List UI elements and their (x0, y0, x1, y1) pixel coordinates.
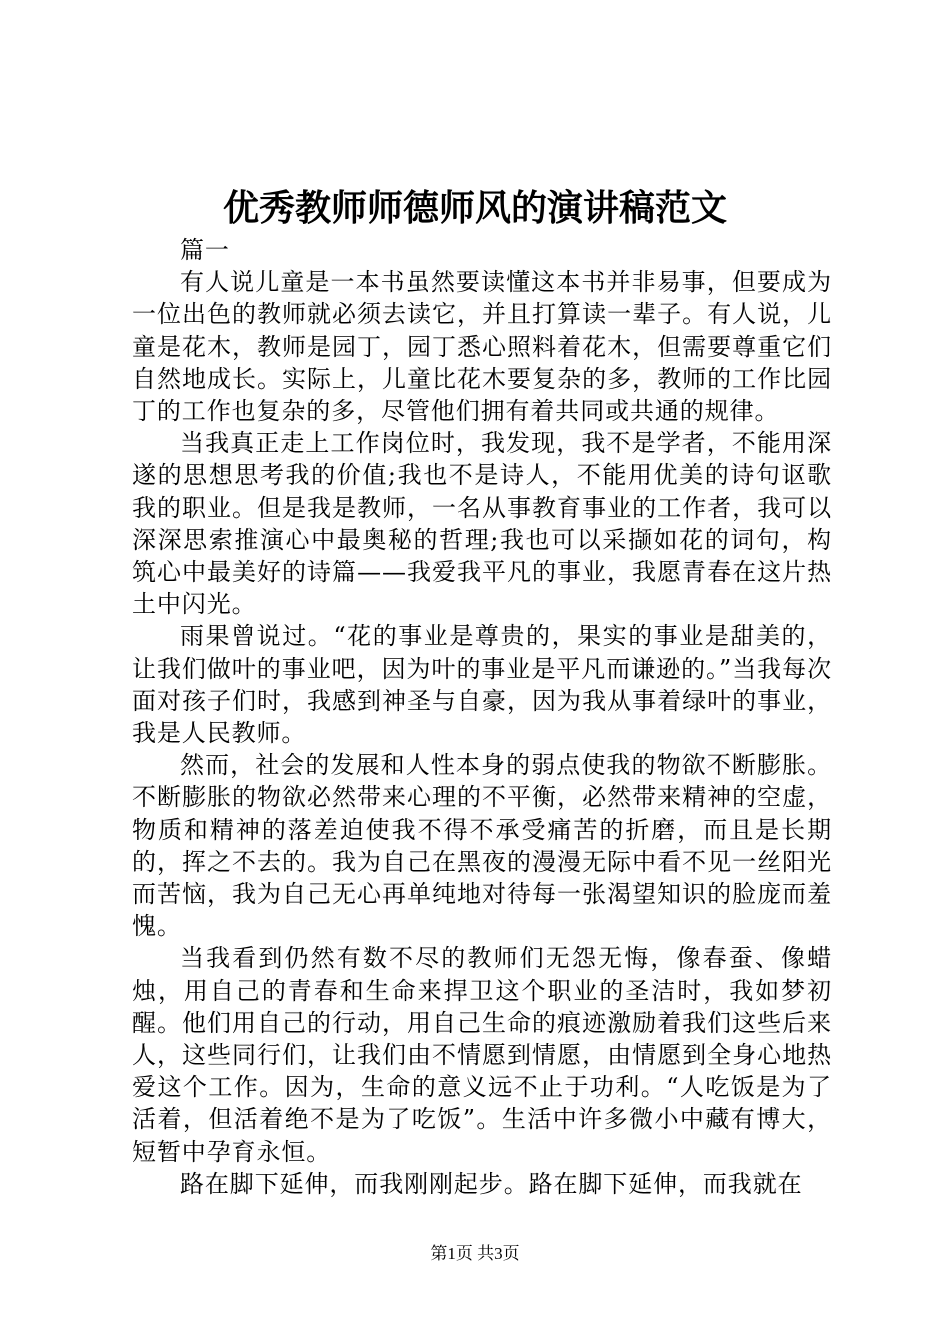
section-label: 篇一 (180, 236, 230, 264)
paragraph: 当我真正走上工作岗位时，我发现，我不是学者，不能用深遂的思想思考我的价值;我也不是诗人，不能用优美的诗句讴歌我的职业。但是我是教师，一名从事教育事业的工作者，我可以深深思索推演心中最奥秘的哲理;我也可以采撷如花的词句，构筑心中最美好的诗篇——我爱我平凡的事业，我愿青春在这片热土中闪光。 (132, 429, 832, 619)
paragraph: 有人说儿童是一本书虽然要读懂这本书并非易事，但要成为一位出色的教师就必须去读它，并且打算读一辈子。有人说，儿童是花木，教师是园丁，园丁悉心照料着花木，但需要尊重它们自然地成长。实际上，儿童比花木要复杂的多，教师的工作比园丁的工作也复杂的多，尽管他们拥有着共同或共通的规律。 (132, 268, 832, 426)
paragraph: 路在脚下延伸，而我刚刚起步。路在脚下延伸，而我就在 (180, 1169, 803, 1198)
page-footer: 第1页 共3页 (430, 1244, 520, 1263)
paragraph: 雨果曾说过。“花的事业是尊贵的，果实的事业是甜美的，让我们做叶的事业吧，因为叶的事业是平凡而谦逊的。”当我每次面对孩子们时，我感到神圣与自豪，因为我从事着绿叶的事业，我是人民教师。 (132, 622, 832, 748)
document-title: 优秀教师师德师风的演讲稿范文 (222, 187, 727, 229)
paragraph: 当我看到仍然有数不尽的教师们无怨无悔，像春蚕、像蜡烛，用自己的青春和生命来捍卫这个职业的圣洁时，我如梦初醒。他们用自己的行动，用自己生命的痕迹激励着我们这些后来人，这些同行们，让我们由不情愿到情愿，由情愿到全身心地热爱这个工作。因为，生命的意义远不止于功利。“人吃饭是为了活着，但活着绝不是为了吃饭”。生活中许多微小中藏有博大，短暂中孕育永恒。 (132, 944, 832, 1166)
paragraph: 然而，社会的发展和人性本身的弱点使我的物欲不断膨胀。不断膨胀的物欲必然带来心理的不平衡，必然带来精神的空虚，物质和精神的落差迫使我不得不承受痛苦的折磨，而且是长期的，挥之不去的。我为自己在黑夜的漫漫无际中看不见一丝阳光而苦恼，我为自己无心再单纯地对待每一张渴望知识的脸庞而羞愧。 (132, 751, 832, 941)
document-body (132, 234, 832, 1200)
